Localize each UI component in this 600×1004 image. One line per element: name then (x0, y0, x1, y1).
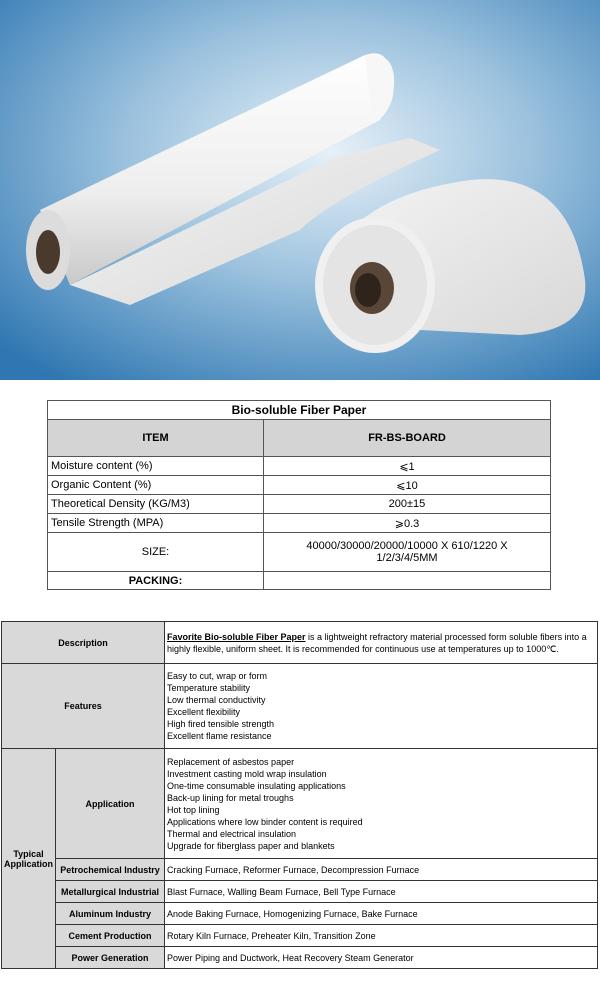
applications-list-cell (165, 749, 598, 859)
size-label: SIZE: (48, 533, 264, 572)
row-label: Theoretical Density (KG/M3) (48, 495, 264, 514)
features-list (167, 670, 595, 742)
industry-name: Power Generation (56, 947, 165, 969)
info-table (1, 621, 598, 969)
size-value (264, 533, 551, 572)
applications-list (167, 756, 595, 852)
industry-name: Cement Production (56, 925, 165, 947)
industry-uses: Rotary Kiln Furnace, Preheater Kiln, Transition Zone (165, 925, 598, 947)
typical-label-line1: Typical (13, 848, 44, 859)
column-header-model: FR-BS-BOARD (264, 420, 551, 457)
spec-table-title: Bio-soluble Fiber Paper (48, 401, 551, 420)
list-item: Thermal and electrical insulation (167, 828, 297, 839)
description-text (165, 622, 598, 664)
industry-uses: Anode Baking Furnace, Homogenizing Furnace, Bake Furnace (165, 903, 598, 925)
industry-name: Aluminum Industry (56, 903, 165, 925)
application-row (2, 749, 598, 859)
table-row (2, 903, 598, 925)
list-item: Excellent flexibility (167, 707, 241, 717)
table-row (2, 947, 598, 969)
table-row (48, 495, 551, 514)
description-label: Description (2, 622, 165, 664)
list-item: Replacement of asbestos paper (167, 756, 295, 767)
table-row (2, 859, 598, 881)
list-item: Excellent flame resistance (167, 731, 272, 741)
list-item: One-time consumable insulating applications (167, 780, 346, 791)
typical-application-label (2, 749, 56, 969)
table-row (2, 881, 598, 903)
table-row (48, 476, 551, 495)
product-photo (0, 0, 600, 380)
list-item: Investment casting mold wrap insulation (167, 768, 327, 779)
column-header-item: ITEM (48, 420, 264, 457)
description-row (2, 622, 598, 664)
list-item: Low thermal conductivity (167, 695, 266, 705)
row-value: ⩽10 (264, 476, 551, 495)
list-item: Applications where low binder content is required (167, 816, 363, 827)
application-label: Application (56, 749, 165, 859)
industry-name: Petrochemical Industry (56, 859, 165, 881)
row-label: Organic Content (%) (48, 476, 264, 495)
typical-label-line2: Application (4, 858, 53, 869)
spec-table-header (48, 420, 551, 457)
list-item: Back-up lining for metal troughs (167, 792, 294, 803)
features-row (2, 664, 598, 749)
table-row (48, 457, 551, 476)
packing-label: PACKING: (48, 572, 264, 590)
row-value: ⩾0.3 (264, 514, 551, 533)
list-item: Upgrade for fiberglass paper and blankets (167, 840, 335, 851)
features-label: Features (2, 664, 165, 749)
size-value-line2: 1/2/3/4/5MM (376, 552, 438, 564)
row-value: ⩽1 (264, 457, 551, 476)
list-item: Hot top lining (167, 804, 220, 815)
description-highlight: Favorite Bio-soluble Fiber Paper (167, 631, 306, 642)
size-value-line1: 40000/30000/20000/10000 X 610/1220 X (306, 540, 508, 552)
list-item: Easy to cut, wrap or form (167, 671, 268, 681)
list-item: Temperature stability (167, 683, 251, 693)
table-row (48, 514, 551, 533)
table-row (2, 925, 598, 947)
industry-uses: Power Piping and Ductwork, Heat Recovery Steam Generator (165, 947, 598, 969)
row-label: Tensile Strength (MPA) (48, 514, 264, 533)
packing-value (264, 572, 551, 590)
row-label: Moisture content (%) (48, 457, 264, 476)
spec-table (47, 400, 551, 590)
list-item: High fired tensible strength (167, 719, 275, 729)
features-list-cell (165, 664, 598, 749)
industry-uses: Blast Furnace, Walling Beam Furnace, Bell Type Furnace (165, 881, 598, 903)
description-body: is a lightweight refractory material processed form soluble fibers into a highly flexible, uniform sheet. It is recommended for continuous use at temperatures up to 1000℃. (167, 631, 587, 654)
size-row (48, 533, 551, 572)
packing-row (48, 572, 551, 590)
industry-uses: Cracking Furnace, Reformer Furnace, Decompression Furnace (165, 859, 598, 881)
row-value: 200±15 (264, 495, 551, 514)
industry-name: Metallurgical Industrial (56, 881, 165, 903)
